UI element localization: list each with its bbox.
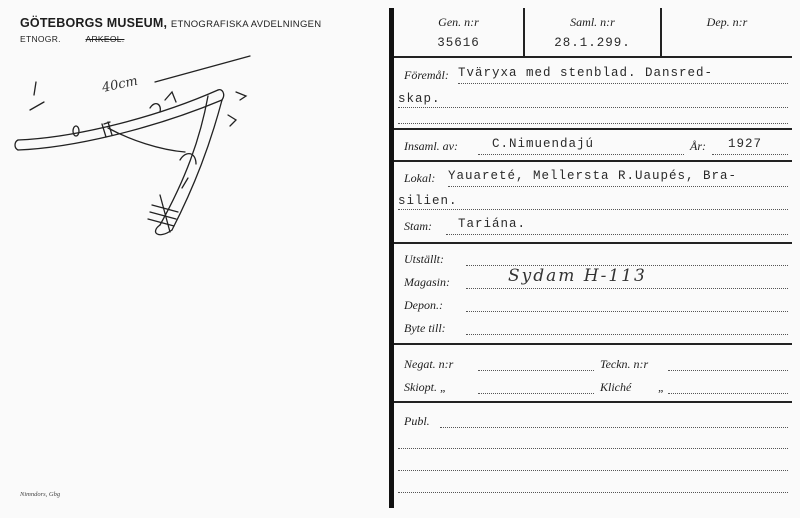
axe-sketch <box>0 0 390 260</box>
publ-label: Publ. <box>404 414 430 428</box>
dept-archaeology: ARKEOL. <box>85 34 125 44</box>
insaml-label: Insaml. av: <box>404 139 458 153</box>
size-note: 40cm <box>100 73 140 96</box>
rule <box>394 128 792 130</box>
teckn-label: Teckn. n:r <box>600 357 649 371</box>
skiopt-label: Skiopt. „ <box>404 380 447 394</box>
ar-label: År: <box>690 139 706 153</box>
rule <box>394 56 792 58</box>
department-name: ETNOGRAFISKA AVDELNINGEN <box>170 19 322 30</box>
lokal-line2: silien. <box>398 194 458 208</box>
kliche-mark: „ <box>658 380 665 394</box>
magasin-label: Magasin: <box>404 275 450 289</box>
gen-nr-value: 35616 <box>437 36 480 50</box>
printer-mark: Nimndors, Gbg <box>20 491 61 498</box>
utstallt-label: Utställt: <box>404 252 445 266</box>
saml-nr-label: Saml. n:r <box>570 15 615 29</box>
kliche-label: Kliché <box>600 380 632 394</box>
rule <box>394 401 792 403</box>
lokal-label: Lokal: <box>404 171 436 185</box>
dep-nr-label: Dep. n:r <box>706 15 748 29</box>
rule <box>394 343 792 345</box>
foremal-label: Föremål: <box>404 68 449 82</box>
dept-ethnography: ETNOGR. <box>20 34 61 44</box>
negat-label: Negat. n:r <box>404 357 454 371</box>
byte-label: Byte till: <box>404 321 446 335</box>
foremal-line2: skap. <box>398 92 441 106</box>
stam-value: Tariána. <box>458 217 527 231</box>
lokal-line1: Yauareté, Mellersta R.Uaupés, Bra- <box>448 169 738 183</box>
stam-label: Stam: <box>404 219 432 233</box>
card-spine <box>389 8 394 508</box>
depon-label: Depon.: <box>404 298 443 312</box>
gen-nr-label: Gen. n:r <box>438 15 479 29</box>
rule <box>394 242 792 244</box>
museum-name: GÖTEBORGS MUSEUM, <box>20 16 168 30</box>
ar-value: 1927 <box>728 137 763 151</box>
rule <box>394 160 792 162</box>
saml-nr-value: 28.1.299. <box>554 36 631 50</box>
foremal-line1: Tväryxa med stenblad. Dansred- <box>458 66 714 80</box>
magasin-value: Sydam H-113 <box>508 266 647 286</box>
insaml-value: C.Nimuendajú <box>492 137 595 151</box>
